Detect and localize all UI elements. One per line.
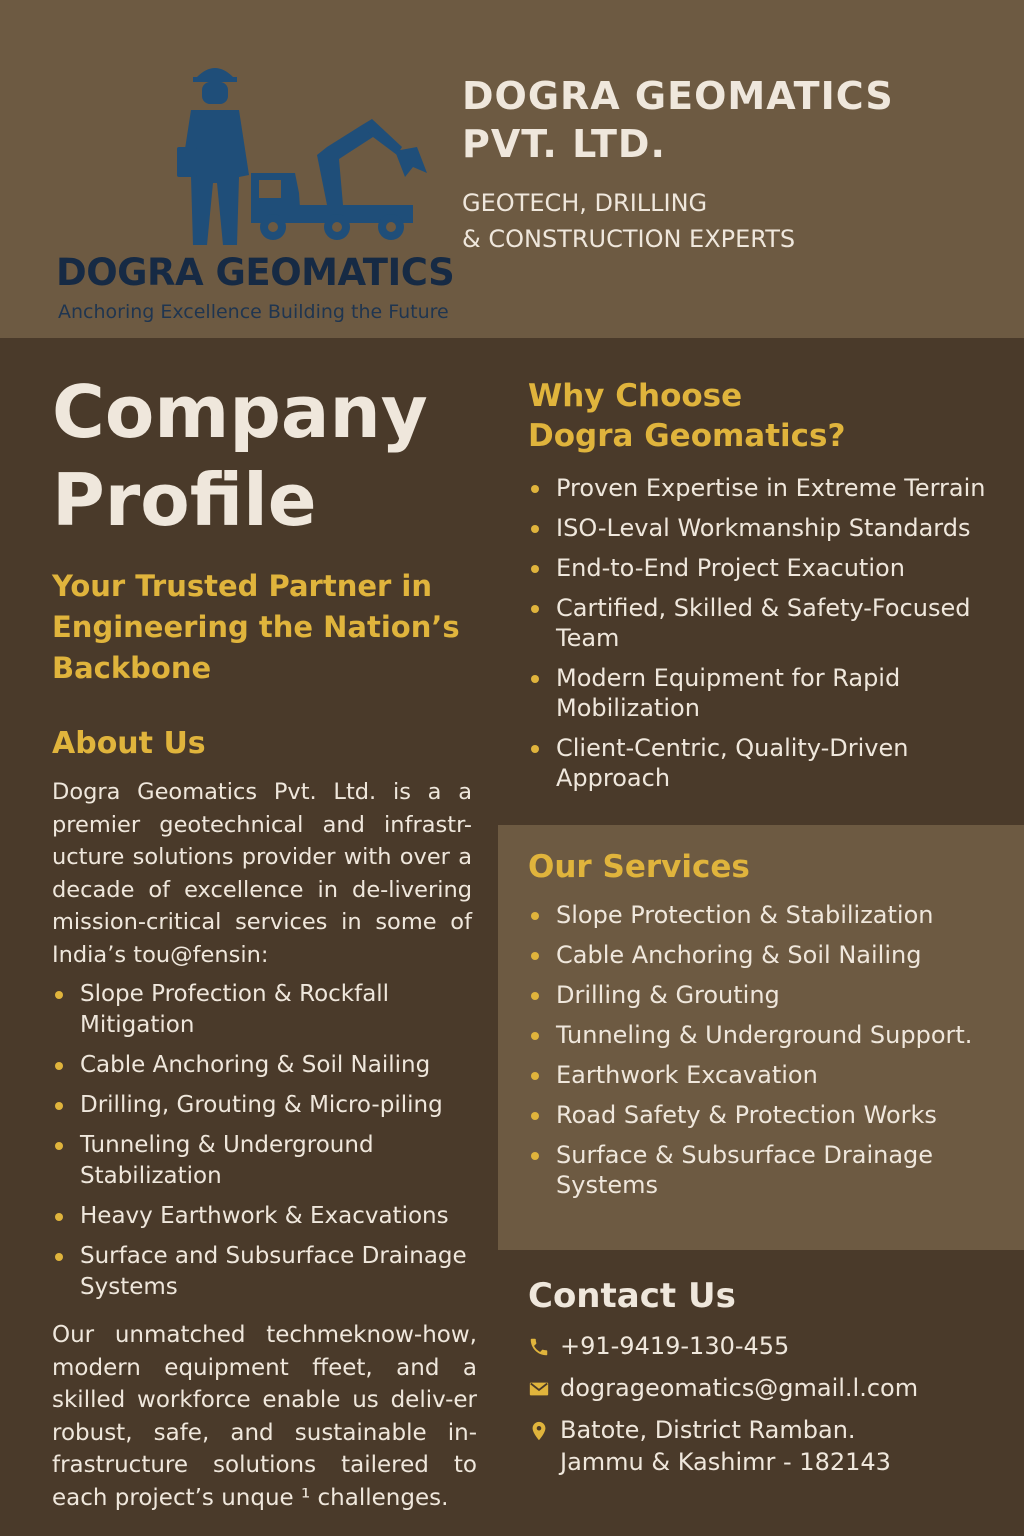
list-item-text: ISO-Leval Workmanship Standards: [556, 514, 971, 542]
list-item-text: Cable Anchoring & Soil Nailing: [80, 1052, 431, 1078]
bullet-icon: [55, 1062, 63, 1070]
phone-icon: [528, 1336, 550, 1358]
company-subtitle: [462, 185, 982, 257]
services-heading: Our Services: [528, 849, 750, 885]
list-item: [52, 1090, 482, 1121]
services-section: [498, 825, 1024, 1250]
address-line1: Batote, District Ramban.: [560, 1416, 856, 1444]
contact-phone[interactable]: [528, 1330, 998, 1362]
bullet-icon: [531, 912, 539, 920]
list-item: [528, 1060, 998, 1090]
main-content: [0, 338, 1024, 1536]
why-list: [528, 473, 998, 803]
company-logo: [52, 55, 482, 335]
list-item: [528, 593, 998, 653]
list-item: [528, 663, 998, 723]
list-item-text: Surface & Subsurface Drainage Systems: [556, 1141, 934, 1199]
bullet-icon: [531, 605, 539, 613]
list-item: [528, 1140, 998, 1200]
company-subtitle-line2: & CONSTRUCTION EXPERTS: [462, 225, 796, 253]
about-paragraph: Dogra Geomatics Pvt. Ltd. is a a premier geotechnical and infrastr-ucture solutions provider with over a decade of excellence in de-livering mission-critical services in some of India’s tou@fensin:: [52, 779, 472, 968]
email-icon: [528, 1378, 550, 1400]
list-item-text: End-to-End Project Exacution: [556, 554, 905, 582]
list-item-text: Heavy Earthwork & Exacvations: [80, 1203, 449, 1229]
list-item: [528, 1100, 998, 1130]
list-item: [52, 1050, 482, 1081]
list-item: [528, 553, 998, 583]
list-item: [528, 513, 998, 543]
bullet-icon: [531, 485, 539, 493]
contact-section: [528, 1276, 998, 1488]
list-item-text: Road Safety & Protection Works: [556, 1101, 937, 1129]
address-line2: Jammu & Kashimr - 182143: [560, 1448, 891, 1476]
list-item: [52, 1201, 482, 1232]
list-item: [528, 900, 998, 930]
company-name: [462, 72, 982, 168]
bullet-icon: [55, 1102, 63, 1110]
title-line2: Profile: [52, 458, 317, 542]
list-item-text: Modern Equipment for Rapid Mobilization: [556, 664, 901, 722]
page-title: [52, 368, 492, 544]
why-heading-line2: Dogra Geomatics?: [528, 418, 846, 454]
why-heading-line1: Why Choose: [528, 378, 743, 414]
list-item: [528, 940, 998, 970]
bullet-icon: [531, 565, 539, 573]
list-item-text: Earthwork Excavation: [556, 1061, 818, 1089]
closing-paragraph: Our unmatched techmeknow-how, modern equipment ffeet, and a skilled workforce enable us deliv-er robust, safe, and sustainable in-frastructure solutions tailered to each project’s unque ¹ challenges.: [52, 1322, 477, 1511]
email-text: dogragеomatics@gmail.l.com: [560, 1374, 919, 1402]
company-subtitle-line1: GEOTECH, DRILLING: [462, 189, 708, 217]
location-pin-icon: [528, 1420, 550, 1442]
logo-name: DOGRA GEOMATICS: [56, 251, 455, 294]
list-item-text: Tunneling & Underground Support.: [556, 1021, 973, 1049]
bullet-icon: [531, 1152, 539, 1160]
list-item: [528, 733, 998, 793]
bullet-icon: [55, 1213, 63, 1221]
logo-tagline: Anchoring Excellence Building the Future: [58, 301, 449, 323]
list-item-text: Surface and Subsurface Drainage Systems: [80, 1243, 467, 1300]
bullet-icon: [531, 675, 539, 683]
title-line1: Company: [52, 370, 428, 454]
bullet-icon: [55, 1253, 63, 1261]
list-item-text: Slope Profection & Rockfall Mitigation: [80, 981, 390, 1038]
bullet-icon: [55, 991, 63, 999]
list-item: [52, 979, 482, 1041]
company-name-line1: DOGRA GEOMATICS: [462, 74, 894, 118]
list-item-text: Cable Anchoring & Soil Nailing: [556, 941, 922, 969]
services-list: [528, 900, 998, 1210]
list-item-text: Drilling & Grouting: [556, 981, 780, 1009]
contact-heading: Contact Us: [528, 1276, 736, 1316]
why-heading: [528, 376, 1008, 456]
list-item-text: Drilling, Grouting & Micro-piling: [80, 1092, 443, 1118]
profile-tagline: Your Trusted Partner in Engineering the Nation’s Backbone: [52, 569, 460, 685]
list-item: [528, 1020, 998, 1050]
list-item-text: Proven Expertise in Extreme Terrain: [556, 474, 986, 502]
list-item: [528, 980, 998, 1010]
phone-text: +91-9419-130-455: [560, 1332, 790, 1360]
list-item: [52, 1130, 482, 1192]
list-item-text: Tunneling & Underground Stabilization: [80, 1132, 374, 1189]
contact-address: [528, 1414, 998, 1478]
bullet-icon: [531, 1112, 539, 1120]
engineer-excavator-logo-icon: [177, 55, 447, 255]
about-heading: About Us: [52, 726, 206, 761]
why-choose-section: [498, 338, 1024, 823]
list-item: [528, 473, 998, 503]
company-name-line2: PVT. LTD.: [462, 122, 666, 166]
bullet-icon: [55, 1142, 63, 1150]
bullet-icon: [531, 992, 539, 1000]
bullet-icon: [531, 745, 539, 753]
bullet-icon: [531, 952, 539, 960]
list-item-text: Slope Protection & Stabilization: [556, 901, 934, 929]
header: [0, 0, 1024, 338]
bullet-icon: [531, 525, 539, 533]
about-list: [52, 979, 482, 1312]
list-item-text: Client-Centric, Quality-Driven Approach: [556, 734, 909, 792]
bullet-icon: [531, 1072, 539, 1080]
contact-email[interactable]: [528, 1372, 998, 1404]
list-item: [52, 1241, 482, 1303]
bullet-icon: [531, 1032, 539, 1040]
list-item-text: Cartified, Skilled & Safety-Focused Team: [556, 594, 971, 652]
